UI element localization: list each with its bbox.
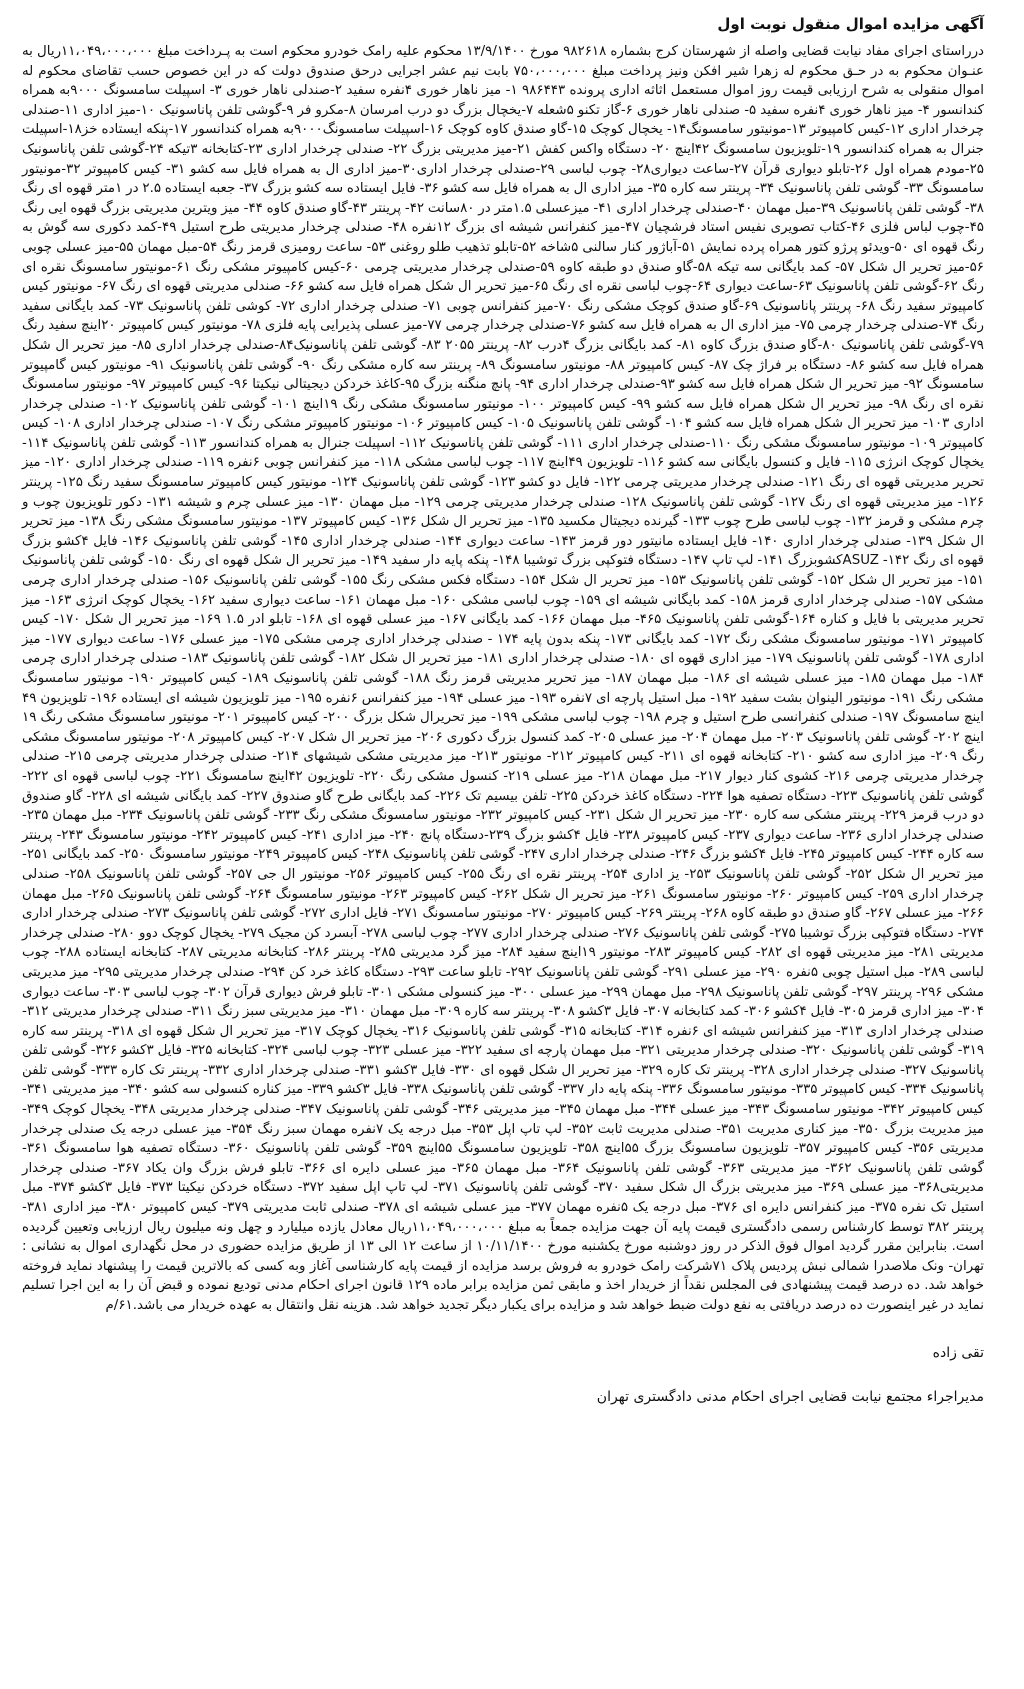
- signer-title: مدیراجراء مجتمع نیابت قضایی اجرای احکام مدنی دادگستری تهران: [596, 1388, 984, 1405]
- signer-name: تقی زاده: [932, 1344, 984, 1361]
- notice-title: آگهی مزایده اموال منقول نوبت اول: [717, 15, 984, 33]
- notice-body: درراستای اجرای مفاد نیابت قضایی واصله از شهرستان کرج بشماره ۹۸۲۶۱۸ مورخ ۱۳/۹/۱۴۰۰ محکوم علیه رامک خودرو محکوم است به پـرداخت مبلغ ۱۱،۰۴۹،۰۰۰،۰۰۰ریال به عنـوان محکوم به در حـق محکوم له زهرا شیر افکن ونیز پرداخت مبلغ ۷۵۰،۰۰۰،۰۰۰ بابت نیم عشر اجرایی درحق صندوق دولت که در این خصوص حسب تقاضای محکوم له اموال منقولی به شرح ارزیابی قیمت روز اموال مستعمل اثاثه اداری پرونده ۹۸۶۴۴۳ ۱- میز ناهار خوری ۴نفره سفید ۲-صندلی ناهار خوری ۳- اسپیلت سامسونگ ۹۰۰۰به همراه کندانسور ۴- میز ناهار خوری ۴نفره سفید ۵- صندلی ناهار خوری ۶-گاز تکنو ۵شعله ۷-یخچال بزرگ دو درب امرسان ۸-مکرو فر ۹-گوشی تلفن پاناسونیک ۱۰-میز اداری ۱۱-صندلی چرخدار اداری ۱۲-کیس کامپیوتر ۱۳-مونیتور سامسونگ۱۴- یخچال کوچک ۱۵-گاو صندق کاوه کوچک ۱۶-اسپیلت سامسونگ۹۰۰۰به همراه کندانسور ۱۷-پنکه ایستاده خز۱۸-اسپیلت جنرال به همراه کندانسور ۱۹-تلویزیون سامسونگ ۴۲اینچ ۲۰- دستگاه واکس کفش ۲۱-میز مدیریتی بزرگ ۲۲- صندلی چرخدار اداری ۲۳-کتابخانه ۳تیکه ۲۴-گوشی تلفن پاناسونیک ۲۵-مودم همراه اول ۲۶-تابلو دیواری قرآن ۲۷-ساعت دیواری۲۸- چوب لباسی ۲۹-صندلی چرخدار اداری۳۰-میز اداری ال به همراه فایل سه کشو ۳۱- کیس کامپیوتر ۳۲-مونیتور سامسونگ ۳۳- گوشی تلفن پاناسونیک ۳۴- پرینتر سه کاره ۳۵- میز اداری ال به همراه فایل سه کشو ۳۶- فایل ایستاده سه کشو بزرگ ۳۷- جعبه ایستاده ۲.۵ در ۱متر قهوه ای رنگ ۳۸- گوشی تلفن پاناسونیک ۳۹-مبل مهمان ۴۰-صندلی چرخدار اداری ۴۱- میزعسلی ۱.۵متر در ۸۰سانت ۴۲- پرینتر ۴۳-گاو صندق کاوه ۴۴- میز ویترین مدیریتی بزرگ قهوه ایی رنگ ۴۵-چوب لباس فلزی ۴۶-کتاب تصویری نفیس استاد فرشچیان ۴۷-میز کنفرانس شیشه ای بزرگ ۱۲نفره ۴۸- صندلی چرخدار مدیریتی طرح استیل ۴۹-کمد دکوری سه گوش به رنگ قهوه ای ۵۰-ویدئو پرژو کتور همراه پرده نمایش ۵۱-آباژور کنار سالنی ۵شاخه ۵۲-تابلو تذهیب طلو روغنی ۵۳- ساعت رومیزی قرمز رنگ ۵۴-مبل مهمان ۵۵-میز عسلی چوبی ۵۶-میز تحریر ال شکل ۵۷- کمد بایگانی سه تیکه ۵۸-گاو صندق دو طبقه کاوه ۵۹-صندلی چرخدار مدیریتی چرمی ۶۰-کیس کامپیوتر مشکی رنگ ۶۱-مونیتور سامسونگ نقره ای رنگ ۶۲-گوشی تلفن پاناسونیک ۶۳-ساعت دیواری ۶۴-چوب لباسی نقره ای رنگ ۶۵-میز تحریر ال شکل همراه فایل سه کشو ۶۶- صندلی مدیریتی قهوه ای رنگ ۶۷- مونیتور کیس کامپیوتر سفید رنگ ۶۸- پرینتر پاناسونیک ۶۹-گاو صندق کوچک مشکی رنگ ۷۰-میز کنفرانس چوبی ۷۱- صندلی چرخدار اداری ۷۲- کوشی تلفن پاناسونیک ۷۳- کمد بایگانی سفید رنگ ۷۴-صندلی چرخدار چرمی ۷۵- میز اداری ال به همراه فایل سه کشو ۷۶-صندلی چرخدار چرمی ۷۷-میز عسلی پذیرایی پایه فلزی ۷۸- مونیتور کیس کامپیوتر ۲۰اینچ سفید رنگ ۷۹-گوشی تلفن پاناسونیک ۸۰-گاو صندق بزرگ کاوه ۸۱- کمد بایگانی بزرگ ۴درب ۸۲- پرینتر ۲۰۵۵ ۸۳- گوشی تلفن پاناسونیک۸۴-صندلی چرخدار اداری ۸۵- میز تحریر ال شکل همراه فایل سه کشو ۸۶- دستگاه بر فراژ چک ۸۷- کیس کامپیوتر ۸۸- مونیتور سامسونگ ۸۹- پرینتر سه کاره مشکی رنگ ۹۰- گوشی تلفن پاناسونیک ۹۱- مونیتور کیس گامپیوتر سامسونگ ۹۲- میز تحریر ال شکل همراه فایل سه کشو ۹۳-صندلی چرخدار اداری ۹۴- پانچ منگنه بزرگ ۹۵-کاغذ خردکن دیجیتالی نیکیتا ۹۶- کیس کامپیوتر ۹۷- مونیتور سامسونگ نقره ای رنگ ۹۸- میز تحریر ال شکل همراه فایل سه کشو ۹۹- کیس کامپیوتر ۱۰۰- مونیتور سامسونگ مشکی رنگ ۱۹اینچ ۱۰۱- گوشی تلفن پاناسونیک ۱۰۲- صندلی چرخدار اداری ۱۰۳- میز تحریر ال شکل همراه فایل سه کشو ۱۰۴- گوشی تلفن پاناسونیک ۱۰۵- کیس کامپیوتر ۱۰۶- مونیتور کامپیوتر مشکی رنگ ۱۰۷- صندلی چرخدار اداری ۱۰۸- کیس کامپیوتر ۱۰۹- مونیتور سامسونگ مشکی رنگ ۱۱۰-صندلی چرخدار اداری ۱۱۱- گوشی تلفن پاناسونیک ۱۱۲- اسپیلت جنرال به همراه کندانسور ۱۱۳- گوشی تلفن پاناسونیک ۱۱۴- یخچال کوچک انرژی ۱۱۵- فایل و کنسول بایگانی سه کشو ۱۱۶- تلویزیون ۴۹اینچ ۱۱۷- چوب لباسی مشکی ۱۱۸- میز کنفرانس چوبی ۶نفره ۱۱۹- صندلی چرخدار اداری ۱۲۰- میز تحریر مدیریتی قهوه ای رنگ ۱۲۱- صندلی چرخدار مدیریتی چرمی ۱۲۲- فایل دو کشو ۱۲۳- گوشی تلفن پاناسونیک ۱۲۴- مونیتور کیس کامپیوتر سامسونگ سفید رنگ ۱۲۵- پرینتر ۱۲۶- میز مدیریتی قهوه ای رنگ ۱۲۷- گوشی تلفن پاناسونیک ۱۲۸- صندلی چرخدار مدیریتی چرمی ۱۲۹- مبل مهمان ۱۳۰- میز عسلی چرم و شیشه ۱۳۱- دکور تلویزیون چوب و چرم مشکی و قرمز ۱۳۲- چوب لباسی طرح چوب ۱۳۳- گیرنده دیجیتال مکسید ۱۳۵- میز تحریر ال شکل ۱۳۶- کیس کامپیوتر ۱۳۷- مونیتور سامسونگ مشکی رنگ ۱۳۸- میز تحریر ال شکل ۱۳۹- صندلی چرخدار اداری ۱۴۰- فایل ایستاده مانیتور دور قرمز ۱۴۳- ساعت دیواری ۱۴۴- صندلی چرخدار اداری ۱۴۵- گوشی تلفن پاناسونیک ۱۴۶- فایل ۴کشو بزرگ قهوه ای رنگ ۱۴۲- ASUZکشوبزرگ ۱۴۱- لپ تاپ ۱۴۷- دستگاه فتوکپی بزرگ توشیبا ۱۴۸- پنکه پایه دار سفید ۱۴۹- میز تحریر ال شکل قهوه ای رنگ ۱۵۰- گوشی تلفن پاناسونیک ۱۵۱- میز تحریر ال شکل ۱۵۲- گوشی تلفن پاناسونیک ۱۵۳- میز تحریر ال شکل ۱۵۴- دستگاه فکس مشکی رنگ ۱۵۵- گوشی تلفن پاناسونیک ۱۵۶- صندلی چرخدار اداری چرمی مشکی ۱۵۷- صندلی چرخدار اداری قرمز ۱۵۸- کمد بایگانی شیشه ای ۱۵۹- چوب لباسی مشکی ۱۶۰- مبل مهمان ۱۶۱- ساعت دیواری سفید ۱۶۲- یخچال کوچک انرژی ۱۶۳- میز تحریر مدیریتی با فایل و کناره ۱۶۴-گوشی تلفن پاناسونیک ۴۶۵- مبل مهمان ۱۶۶- کمد بایگانی ۱۶۷- میز عسلی قهوه ای ۱۶۸- تابلو ادر ۱.۵ ۱۶۹- میز تحریر ال شکل ۱۷۰- کیس کامپیوتر ۱۷۱- مونیتور سامسونگ مشکی رنگ ۱۷۲- کمد بایگانی ۱۷۳- پنکه بدون پایه ۱۷۴ - صندلی چرخدار اداری چرمی مشکی ۱۷۵- میز عسلی ۱۷۶- ساعت دیواری ۱۷۷- میز اداری ۱۷۸- گوشی تلفن پاناسونیک ۱۷۹- میز اداری قهوه ای ۱۸۰- صندلی چرخدار اداری ۱۸۱- میز تحریر ال شکل ۱۸۲- گوشی تلفن پاناسونیک ۱۸۳- صندلی چرخدار اداری چرمی ۱۸۴- مبل مهمان ۱۸۵- میز عسلی شیشه ای ۱۸۶- مبل مهمان ۱۸۷- میز تحریر مدیریتی قرمز رنگ ۱۸۸- گوشی تلفن پاناسونیک ۱۸۹- کیس کامپیوتر ۱۹۰- مونیتور سامسونگ مشکی رنگ ۱۹۱- مونیتور الینوان بشت سفید ۱۹۲- مبل استیل پارچه ای ۷نفره ۱۹۳- میز عسلی ۱۹۴- میز کنفرانس ۶نفره ۱۹۵- میز تلویزیون شیشه ای ایستاده ۱۹۶- تلویزیون ۴۹ اینچ سامسونگ ۱۹۷- صندلی کنفرانسی طرح استیل و چرم ۱۹۸- چوب لباسی مشکی ۱۹۹- میز تحریرال شکل بزرگ ۲۰۰- کیس کامپیوتر ۲۰۱- مونیتور سامسونگ مشکی رنگ ۱۹ اینچ ۲۰۲- گوشی تلفن پاناسونیک ۲۰۳- مبل مهمان ۲۰۴- میز عسلی ۲۰۵- کمد کنسول بزرگ دکوری ۲۰۶- میز تحریر ال شکل ۲۰۷- کیس کامپیوتر ۲۰۸- مونیتور سامسونگ مشکی رنگ ۲۰۹- میز اداری سه کشو ۲۱۰- کتابخانه قهوه ای ۲۱۱- کیس کامپیوتر ۲۱۲- مونیتور ۲۱۳- میز مدیریتی مشکی شیشهای ۲۱۴- صندلی چرخدار مدیریتی چرمی ۲۱۵- صندلی چرخدار مدیریتی چرمی ۲۱۶- کشوی کنار دیوار ۲۱۷- مبل مهمان ۲۱۸- میز عسلی ۲۱۹- کنسول مشکی رنگ ۲۲۰- تلویزیون ۴۲اینچ سامسونگ ۲۲۱- چوب لباسی قهوه ای ۲۲۲- گوشی تلفن پاناسونیک ۲۲۳- دستگاه تصفیه هوا ۲۲۴- دستگاه کاغذ خردکن ۲۲۵- تلفن بیسیم تک ۲۲۶- کمد بایگانی طرح گاو صندوق ۲۲۷- کمد بایگانی شیشه ای ۲۲۸- گاو صندوق دو درب قرمز ۲۲۹- پرینتر مشکی سه کاره ۲۳۰- میز تحریر ال شکل ۲۳۱- کیس کامپیوتر ۲۳۲- مونیتور سامسونگ مشکی رنگ ۲۳۳- گوشی تلفن پاناسونیک ۲۳۴- مبل مهمان ۲۳۵- صندلی چرخدار اداری ۲۳۶- ساعت دیواری ۲۳۷- کیس کامپیوتر ۲۳۸- فایل ۴کشو بزرگ ۲۳۹-دستگاه پانچ ۲۴۰- میز اداری ۲۴۱- کیس کامپیوتر ۲۴۲- مونیتور سامسونگ ۲۴۳- پرینتر سه کاره ۲۴۴- کیس کامپیوتر ۲۴۵- فایل ۴کشو بزرگ ۲۴۶- صندلی چرخدار اداری ۲۴۷- گوشی تلفن پاناسونیک ۲۴۸- کیس کامپیوتر ۲۴۹- مونیتور سامسونگ ۲۵۰- کمد بایگانی ۲۵۱- میز تحریر ال شکل ۲۵۲- گوشی تلفن پاناسونیک ۲۵۳- یز اداری ۲۵۴- پرینتر نقره ای رنگ ۲۵۵- کیس کامپیوتر ۲۵۶- مونیتور ال جی ۲۵۷- گوشی تلفن پاناسونیک ۲۵۸- صندلی چرخدار اداری ۲۵۹- کیس کامپیوتر ۲۶۰- مونیتور سامسونگ ۲۶۱- میز تحریر ال شکل ۲۶۲- کیس کامپیوتر ۲۶۳- مونیتور سامسونگ ۲۶۴- گوشی تلفن پاناسونیک ۲۶۵- مبل مهمان ۲۶۶- میز عسلی ۲۶۷- گاو صندق دو طبقه کاوه ۲۶۸- پرینتر ۲۶۹- کیس کامپیوتر ۲۷۰- مونیتور سامسونگ ۲۷۱- فایل اداری ۲۷۲- گوشی تلفن پاناسونیک ۲۷۳- صندلی چرخدار اداری ۲۷۴- دستگاه فتوکپی بزرگ توشیبا ۲۷۵- گوشی تلفن پاناسونیک ۲۷۶- صندلی چرخدار اداری ۲۷۷- چوب لباسی ۲۷۸- آبسرد کن مجیک ۲۷۹- یخچال کوچک دوو ۲۸۰- صندلی چرخدار مدیریتی ۲۸۱- میز مدیریتی قهوه ای ۲۸۲- کیس کامپیوتر ۲۸۳- مونیتور ۱۹اینچ سفید ۲۸۴- میز گرد مدیریتی ۲۸۵- پرینتر ۲۸۶- کتابخانه مدیریتی ۲۸۷- کتابخانه ایستاده ۲۸۸- چوب لباسی ۲۸۹- مبل استیل چوبی ۵نفره ۲۹۰- میز عسلی ۲۹۱- گوشی تلفن پاناسونیک ۲۹۲- تابلو ساعت ۲۹۳- دستگاه کاغذ خرد کن ۲۹۴- صندلی چرخدار مدیریتی ۲۹۵- میز مدیریتی مشکی ۲۹۶- پرینتر ۲۹۷- گوشی تلفن پاناسونیک ۲۹۸- مبل مهمان ۲۹۹- میز عسلی ۳۰۰- میز کنسولی مشکی ۳۰۱- تابلو فرش دیواری قرآن ۳۰۲- چوب لباسی ۳۰۳- ساعت دیواری ۳۰۴- میز اداری قرمز ۳۰۵- فایل ۴کشو ۳۰۶- کمد کتابخانه ۳۰۷- فایل ۳کشو ۳۰۸- پرینتر سه کاره ۳۰۹- مبل مهمان ۳۱۰- میز مدیریتی سبز رنگ ۳۱۱- صندلی چرخدار مدیریتی ۳۱۲- صندلی چرخدار اداری ۳۱۳- میز کنفرانس شیشه ای ۶نفره ۳۱۴- کتابخانه ۳۱۵- گوشی تلفن پاناسونیک ۳۱۶- یخچال کوچک ۳۱۷- میز تحریر ال شکل قهوه ای ۳۱۸- پرینتر سه کاره ۳۱۹- گوشی تلفن پاناسونیک ۳۲۰- صندلی چرخدار مدیریتی ۳۲۱- مبل مهمان پارچه ای سفید ۳۲۲- میز عسلی ۳۲۳- چوب لباسی ۳۲۴- کتابخانه ۳۲۵- فایل ۳کشو ۳۲۶- گوشی تلفن پاناسونیک ۳۲۷- صندلی چرخدار اداری ۳۲۸- پرینتر تک کاره ۳۲۹- میز تحریر ال شکل قهوه ای ۳۳۰- فایل ۳کشو ۳۳۱- صندلی چرخدار اداری ۳۳۲- پرینتر تک کاره ۳۳۳- گوشی تلفن پاناسونیک ۳۳۴- کیس کامپیوتر ۳۳۵- مونیتور سامسونگ ۳۳۶- پنکه پایه دار ۳۳۷- گوشی تلفن پاناسونیک ۳۳۸- فایل ۳کشو ۳۳۹- میز کناره کنسولی سه کشو ۳۴۰- میز مدیریتی ۳۴۱- کیس کامپیوتر ۳۴۲- مونیتور سامسونگ ۳۴۳- میز عسلی ۳۴۴- مبل مهمان ۳۴۵- میز مدیریتی ۳۴۶- گوشی تلفن پاناسونیک ۳۴۷- صندلی چرخدار مدیریتی ۳۴۸- یخچال کوچک ۳۴۹- میز مدیریت بزرگ ۳۵۰- میز کناری مدیریت ۳۵۱- صندلی مدیریت ثابت ۳۵۲- لپ تاپ اپل ۳۵۳- مبل درجه یک ۷نفره مهمان سبز رنگ ۳۵۴- میز عسلی درجه یک صندلی چرخدار مدیریتی ۳۵۶- کیس کامپیوتر ۳۵۷- تلویزیون سامسونگ بزرگ ۵۵اینچ ۳۵۸- تلویزیون سامسونگ ۵۵اینچ ۳۵۹- گوشی تلفن پاناسونیک ۳۶۰- دستگاه تصفیه هوا سامسونگ ۳۶۱- گوشی تلفن پاناسونیک ۳۶۲- میز مدیریتی ۳۶۳- گوشی تلفن پاناسونیک ۳۶۴- مبل مهمان ۳۶۵- میز عسلی دایره ای ۳۶۶- تابلو فرش بزرگ وان یکاد ۳۶۷- صندلی چرخدار مدیریتی۳۶۸- میز عسلی ۳۶۹- میز مدیریتی بزرگ ال شکل سفید ۳۷۰- گوشی تلفن پاناسونیک ۳۷۱- لپ تاپ اپل سفید ۳۷۲- دستگاه خردکن نیکیتا ۳۷۳- فایل ۳کشو ۳۷۴- مبل استیل تک نفره ۳۷۵- میز کنفرانس دایره ای ۳۷۶- مبل درجه یک ۵نفره مهمان ۳۷۷- میز عسلی شیشه ای ۳۷۸- صندلی ثابت مدیریتی ۳۷۹- کیس کامپیوتر ۳۸۰- میز اداری ۳۸۱- پرینتر ۳۸۲ توسط کارشناس رسمی دادگستری قیمت پایه آن جهت مزایده جمعاً به مبلغ ۱۱،۰۴۹،۰۰۰،۰۰۰ریال معادل یازده میلیارد و چهل ونه میلیون ریال ارزیابی وتعیین گردیده است. بنابراین مقرر گردید اموال فوق الذکر در روز دوشنبه مورخ یکشنبه مورخ ۱۰/۱۱/۱۴۰۰ از ساعت ۱۲ الی ۱۳ از طریق مزایده حضوری در محل نگهداری اموال به نشانی : تهران- ونک ملاصدرا شمالی نبش پردیس پلاک ۷۱شرکت رامک خودرو به فروش برسد مزایده از قیمت پایه کارشناسی آغاز وبه کسی که بالاترین قیمت را پیشنهاد نماید فروخته خواهد شد. ده درصد قیمت پیشنهادی فی المجلس نقداً از خریدار اخذ و مابقی ثمن مزایده برابر ماده ۱۲۹ قانون اجرای احکام مدنی تودیع نموده و قبض آن را به این اجرا تسلیم نماید در غیر اینصورت ده درصد دریافتی به نفع دولت ضبط خواهد شد و مزایده برای یکبار دیگر تجدید خواهد شد. هزینه نقل وانتقال به عهده خریدار می باشد.۶۱/م: [22, 44, 985, 1313]
- signature-block: [22, 1342, 984, 1408]
